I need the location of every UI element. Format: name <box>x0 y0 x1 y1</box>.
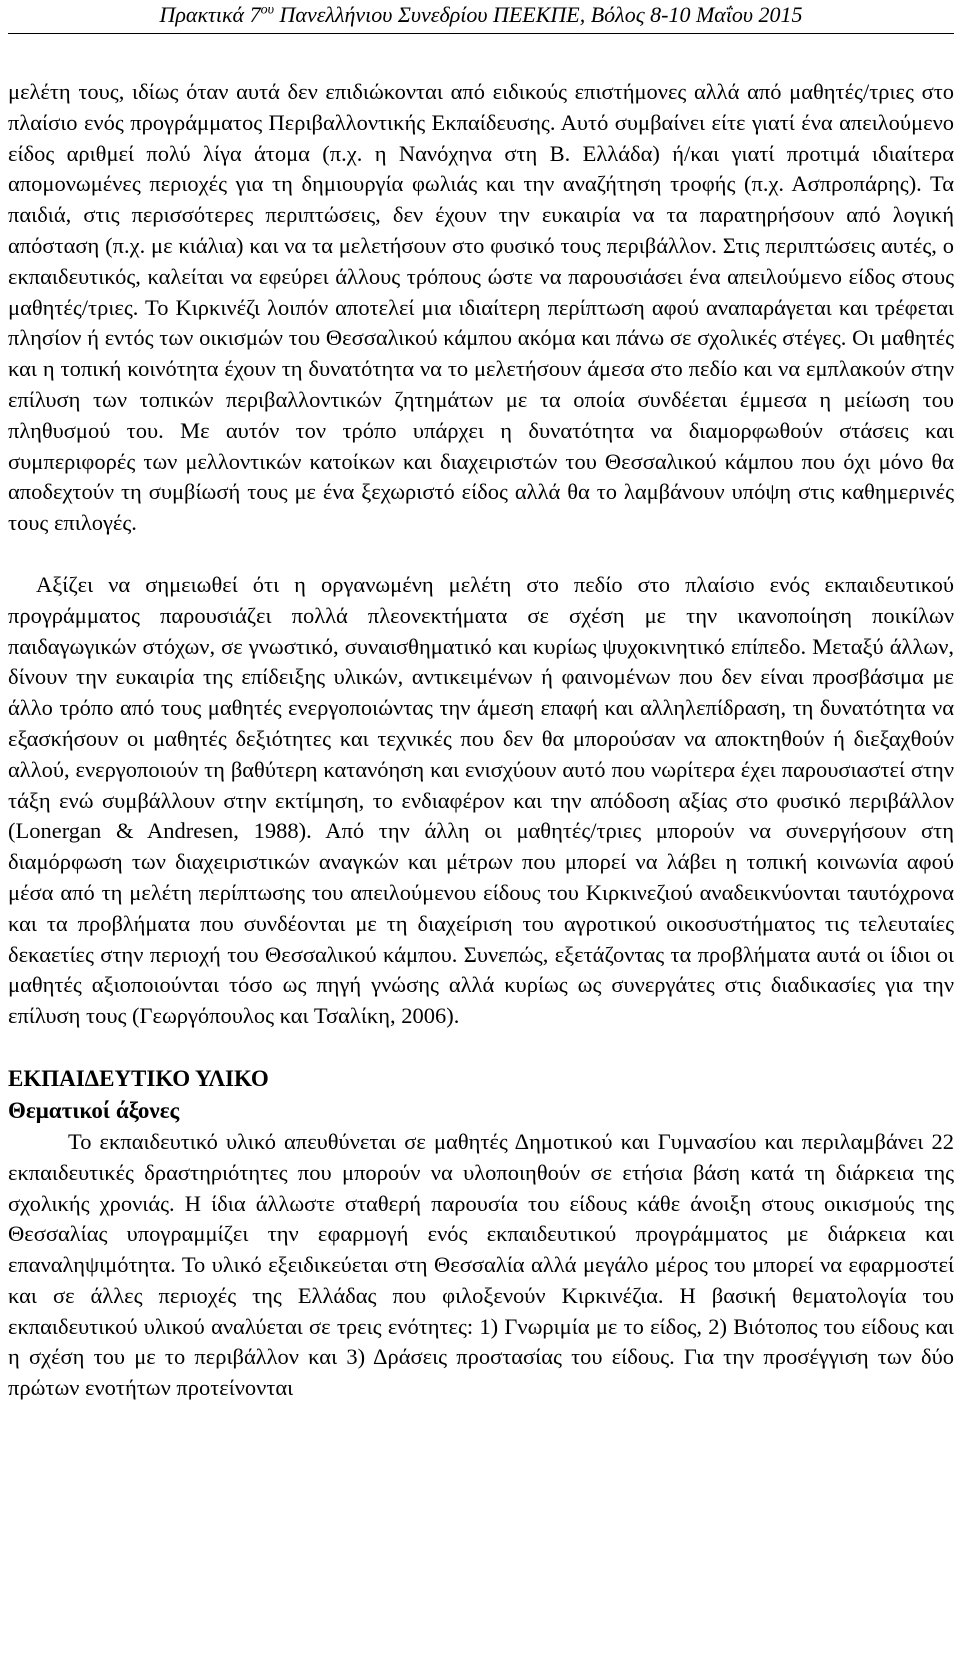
running-header <box>8 0 954 34</box>
body-paragraph-1: μελέτη τους, ιδίως όταν αυτά δεν επιδιώκονται από ειδικούς επιστήμονες αλλά από μαθητές/τριες στο πλαίσιο ενός προγράμματος Περιβαλλοντικής Εκπαίδευσης. Αυτό συμβαίνει είτε γιατί ένα απειλούμενο είδος αριθμεί πολύ λίγα άτομα (π.χ. η Νανόχηνα στη Β. Ελλάδα) ή/και γιατί προτιμά ιδιαίτερα απομονωμένες περιοχές για τη δημιουργία φωλιάς και την αναζήτηση τροφής (π.χ. Ασπροπάρης). Τα παιδιά, στις περισσότερες περιπτώσεις, δεν έχουν την ευκαιρία να τα παρατηρήσουν από λογική απόσταση (π.χ. με κιάλια) και να τα μελετήσουν στο φυσικό τους περιβάλλον. Στις περιπτώσεις αυτές, ο εκπαιδευτικός, καλείται να εφεύρει άλλους τρόπους ώστε να παρουσιάσει ένα απειλούμενο είδος στους μαθητές/τριες. Το Κιρκινέζι λοιπόν αποτελεί μια ιδιαίτερη περίπτωση αφού αναπαράγεται και τρέφεται πλησίον ή εντός των οικισμών του Θεσσαλικού κάμπου ακόμα και πάνω σε σχολικές στέγες. Οι μαθητές και η τοπική κοινότητα έχουν τη δυνατότητα να το μελετήσουν άμεσα στο πεδίο και να εμπλακούν στην επίλυση των τοπικών περιβαλλοντικών ζητημάτων με τα οποία συνδέεται έμμεσα η μείωση του πληθυσμού του. Με αυτόν τον τρόπο υπάρχει η δυνατότητα να διαμορφωθούν στάσεις και συμπεριφορές των μελλοντικών κατοίκων και διαχειριστών του Θεσσαλικού κάμπου που όχι μόνο θα αποδεχτούν τη συμβίωσή τους με ένα ξεχωριστό είδος αλλά θα το λαμβάνουν υπόψη στις καθημερινές τους επιλογές. <box>8 79 954 536</box>
running-header-suffix: Πανελλήνιου Συνεδρίου ΠΕΕΚΠΕ, Βόλος 8-10 Μαΐου 2015 <box>274 2 803 27</box>
body-paragraph-2: Αξίζει να σημειωθεί ότι η οργανωμένη μελέτη στο πεδίο στο πλαίσιο ενός εκπαιδευτικού προγράμματος παρουσιάζει πολλά πλεονεκτήματα σε σχέση με την ικανοποίηση ποικίλων παιδαγωγικών στόχων, σε γνωστικό, συναισθηματικό και κυρίως ψυχοκινητικό επίπεδο. Μεταξύ άλλων, δίνουν την ευκαιρία της επίδειξης υλικών, αντικειμένων ή φαινομένων που δεν είναι προσβάσιμα με άλλο τρόπο από τους μαθητές ενεργοποιώντας την άμεση επαφή και αλληλεπίδραση, τη δυνατότητα να εξασκήσουν οι μαθητές δεξιότητες και τεχνικές που δεν θα μπορούσαν να αποκτηθούν ή διεξαχθούν αλλού, ενεργοποιούν τη βαθύτερη κατανόηση και ενισχύουν αυτό που νωρίτερα έχει παρουσιαστεί στην τάξη ενώ συμβάλλουν στην εκτίμηση, το ενδιαφέρον και την απόδοση αξίας στο φυσικό περιβάλλον (Lonergan & Andresen, 1988). Από την άλλη οι μαθητές/τριες μπορούν να συνεργήσουν στη διαμόρφωση των διαχειριστικών αναγκών και μέτρων που μπορεί να λάβει η τοπική κοινωνία αφού μέσα από τη μελέτη περίπτωσης του απειλούμενου είδους του Κιρκινεζιού αναδεικνύονται ταυτόχρονα και τα προβλήματα που συνδέονται με τη διαχείριση του αγροτικού οικοσυστήματος τις τελευταίες δεκαετίες στην περιοχή του Θεσσαλικού κάμπου. Συνεπώς, εξετάζοντας τα προβλήματα αυτά οι ίδιοι οι μαθητές αξιοποιούνται τόσο ως πηγή γνώσης αλλά κυρίως ως συνεργάτες στις διαδικασίες για την επίλυση τους (Γεωργόπουλος και Τσαλίκη, 2006). <box>8 571 954 1029</box>
running-header-superscript: ου <box>260 2 275 18</box>
subsection-heading: Θεματικοί άξονες <box>8 1097 180 1123</box>
running-header-prefix: Πρακτικά 7 <box>159 2 261 27</box>
section-heading: ΕΚΠΑΙΔΕΥΤΙΚΟ ΥΛΙΚΟ <box>8 1065 269 1091</box>
body-paragraph-3: Το εκπαιδευτικό υλικό απευθύνεται σε μαθητές Δημοτικού και Γυμνασίου και περιλαμβάνει 22 εκπαιδευτικές δραστηριότητες που μπορούν να υλοποιηθούν σε ετήσια βάση κατά τη διάρκεια της σχολικής χρονιάς. Η ίδια άλλωστε σταθερή παρουσία του είδους κάθε άνοιξη στους οικισμούς της Θεσσαλίας υπογραμμίζει την εφαρμογή ενός εκπαιδευτικού προγράμματος με διάρκεια και επαναληψιμότητα. Το υλικό εξειδικεύεται στη Θεσσαλία αλλά μεγάλο μέρος του μπορεί να εφαρμοστεί και σε άλλες περιοχές της Ελλάδας που φιλοξενούν Κιρκινέζια. Η βασική θεματολογία του εκπαιδευτικού υλικού αναλύεται σε τρεις ενότητες: 1) Γνωριμία με το είδος, 2) Βιότοπος του είδους και η σχέση του με το περιβάλλον και 3) Δράσεις προστασίας του είδους. Για την προσέγγιση των δύο πρώτων ενοτήτων προτείνονται <box>8 1128 954 1401</box>
